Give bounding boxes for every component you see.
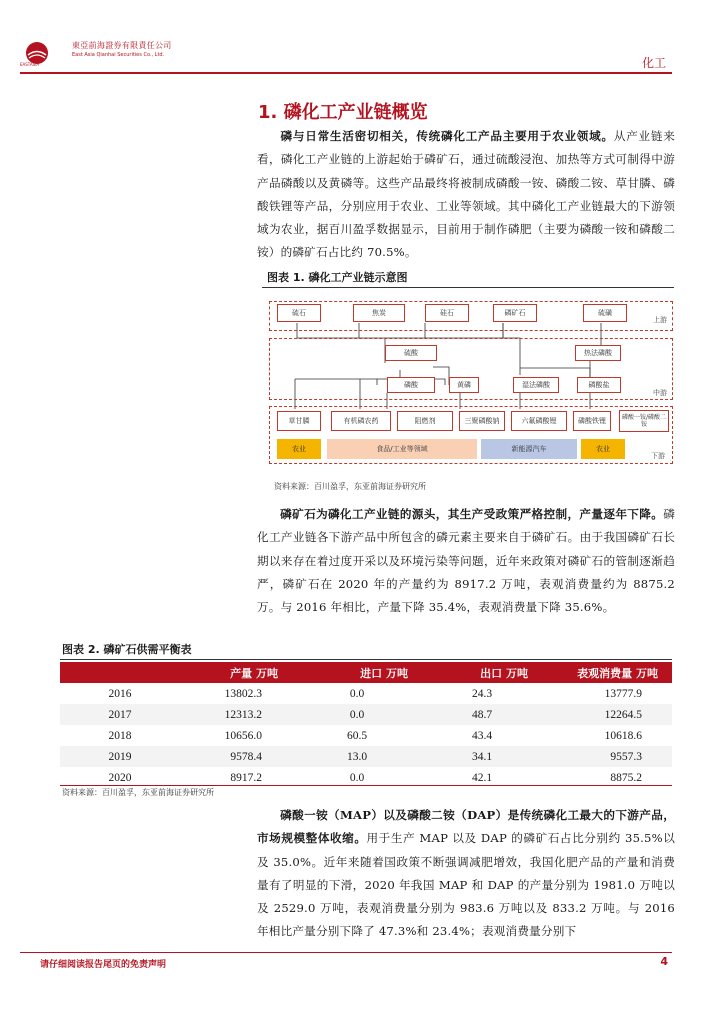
section-title: 1. 磷化工产业链概览 [258, 102, 428, 123]
paragraph-phosphate-rock [257, 503, 675, 619]
table-cell: 9557.3 [542, 746, 672, 767]
table-cell: 43.4 [471, 729, 493, 742]
table-cell: 24.3 [471, 687, 493, 700]
table-source: 资料来源：百川盈孚，东亚前海证券研究所 [62, 788, 214, 797]
table-cell: 42.1 [471, 771, 493, 784]
zone-label-midstream: 中游 [653, 389, 667, 397]
paragraph-intro [257, 125, 675, 265]
node-midstream: 磷酸 [387, 377, 435, 393]
table-cell: 34.1 [422, 746, 542, 767]
sector-agriculture: 农业 [581, 439, 625, 459]
table-cell: 0.0 [349, 771, 365, 784]
company-name-cn: 東亞前海證券有限責任公司 [72, 41, 172, 50]
table-cell: 0.0 [349, 687, 365, 700]
page-number: 4 [660, 955, 668, 968]
table-cell: 2016 [108, 687, 132, 700]
table-cell: 0.0 [292, 704, 422, 725]
report-category: 化工 [641, 56, 666, 70]
node-midstream: 磷酸盐 [577, 377, 621, 393]
node-downstream: 有机磷农药 [331, 411, 391, 431]
node-upstream: 磷矿石 [493, 304, 537, 322]
zone-label-downstream: 下游 [651, 452, 665, 460]
table-cell: 12264.5 [542, 704, 672, 725]
sector-food-industry: 食品/工业等领域 [327, 439, 477, 459]
table-header-cell: 产量 万吨 [180, 662, 292, 683]
table-caption: 图表 2. 磷矿石供需平衡表 [62, 643, 192, 656]
table-row [60, 704, 672, 725]
table-header-cell: 进口 万吨 [292, 662, 422, 683]
table-row [60, 725, 672, 746]
table-row [60, 683, 672, 704]
figure1-caption-rule [262, 287, 674, 288]
table-header-row [60, 662, 672, 683]
node-upstream: 硫石 [277, 304, 321, 322]
table-cell: 8875.2 [610, 771, 642, 784]
node-upstream: 硅石 [425, 304, 469, 322]
node-midstream: 热法磷酸 [575, 345, 621, 361]
table-caption-rule [60, 659, 672, 660]
node-downstream: 磷酸一铵/磷酸二铵 [619, 410, 669, 432]
paragraph-intro-lead: 磷与日常生活密切相关，传统磷化工产品主要用于农业领域。 [280, 129, 614, 143]
node-midstream: 湿法磷酸 [513, 377, 559, 393]
figure1-source: 资料来源：百川盈孚，东亚前海证券研究所 [274, 482, 426, 491]
node-midstream: 黄磷 [449, 377, 479, 393]
node-downstream: 阻燃剂 [397, 411, 453, 431]
table-cell: 10618.6 [604, 729, 642, 742]
table-cell: 12313.2 [180, 704, 292, 725]
sector-agriculture: 农业 [277, 439, 321, 459]
table-cell: 9578.4 [180, 746, 292, 767]
table-cell: 2020 [108, 771, 132, 784]
table-header-cell: 表观消费量 万吨 [542, 662, 672, 683]
sector-new-energy: 新能源汽车 [481, 439, 577, 459]
node-downstream: 三聚磷酸钠 [459, 411, 505, 431]
zone-label-upstream: 上游 [653, 316, 667, 324]
table-bottom-rule [60, 785, 672, 786]
paragraph-map-dap-body: 用于生产 MAP 以及 DAP 的磷矿石占比分别约 35.5%以及 35.0%。近年来随着国政策不断强调减肥增效，我国化肥产品的产量和消费量有了明显的下滑，2020 年我国 MAP 和 DAP 的产量分别为 1981.0 万吨以及 2529.0 万吨，表观消费量分别为 983.6 万吨以及 833.2 万吨。与 2016 年相比产量分别下降了 47.3%和 23.4%；表观消费量分别下 [257, 831, 675, 939]
page-header [20, 38, 670, 74]
table-cell: 13802.3 [224, 687, 262, 700]
node-downstream: 草甘膦 [277, 411, 321, 431]
table-header-cell [60, 662, 180, 683]
paragraph-map-dap [257, 804, 675, 944]
node-downstream: 六氟磷酸锂 [511, 411, 567, 431]
node-downstream: 磷酸铁锂 [573, 411, 611, 431]
header-divider [20, 72, 672, 74]
table-cell: 10656.0 [224, 729, 262, 742]
paragraph-intro-body: 从产业链来看，磷化工产业链的上游起始于磷矿石，通过硫酸浸泡、加热等方式可制得中游产品磷酸以及黄磷等。这些产品最终将被制成磷酸一铵、磷酸二铵、草甘膦、磷酸铁锂等产品，分别应用于农业、工业等领域。其中磷化工产业链最大的下游领域为农业，据百川盈孚数据显示，目前用于制作磷肥（主要为磷酸一铵和磷酸二铵）的磷矿石占比约 70.5%。 [257, 129, 675, 260]
table-cell: 2017 [60, 704, 180, 725]
footer-divider [20, 952, 672, 953]
table-cell: 2019 [60, 746, 180, 767]
paragraph-map-dap-lead: 磷酸一铵（MAP）以及磷酸二铵（DAP）是传统磷化工最大的下游产品，市场规模整体收缩。 [257, 808, 675, 846]
table-cell: 13.0 [292, 746, 422, 767]
company-name-en: East Asia Qianhai Securities Co., Ltd. [72, 52, 165, 58]
footer-disclaimer: 请仔细阅读报告尾页的免责声明 [40, 960, 167, 970]
table-cell: 13777.9 [604, 687, 642, 700]
paragraph-phosphate-rock-lead: 磷矿石为磷化工产业链的源头，其生产受政策严格控制，产量逐年下降。 [280, 507, 664, 521]
table-row [60, 746, 672, 767]
figure1-caption: 图表 1. 磷化工产业链示意图 [267, 271, 408, 284]
node-upstream: 硫磺 [583, 304, 627, 322]
table-cell: 60.5 [346, 729, 368, 742]
industry-chain-diagram [265, 293, 675, 468]
table-cell: 8917.2 [230, 771, 262, 784]
node-midstream: 硫酸 [385, 345, 437, 361]
table-header-cell: 出口 万吨 [422, 662, 542, 683]
paragraph-phosphate-rock-body: 磷化工产业链各下游产品中所包含的磷元素主要来自于磷矿石。由于我国磷矿石长期以来存在着过度开采以及环境污染等问题，近年来政策对磷矿石的管制逐渐趋严，磷矿石在 2020 年的产量约为 8917.2 万吨，表观消费量约为 8875.2 万。与 2016 年相比，产量下降 35.4%，表观消费量下降 35.6%。 [257, 507, 675, 615]
table-cell: 48.7 [422, 704, 542, 725]
supply-demand-table [60, 662, 672, 788]
table-cell: 2018 [108, 729, 132, 742]
node-upstream: 焦炭 [353, 304, 405, 322]
logo-caption: EASTASIA [20, 62, 40, 67]
